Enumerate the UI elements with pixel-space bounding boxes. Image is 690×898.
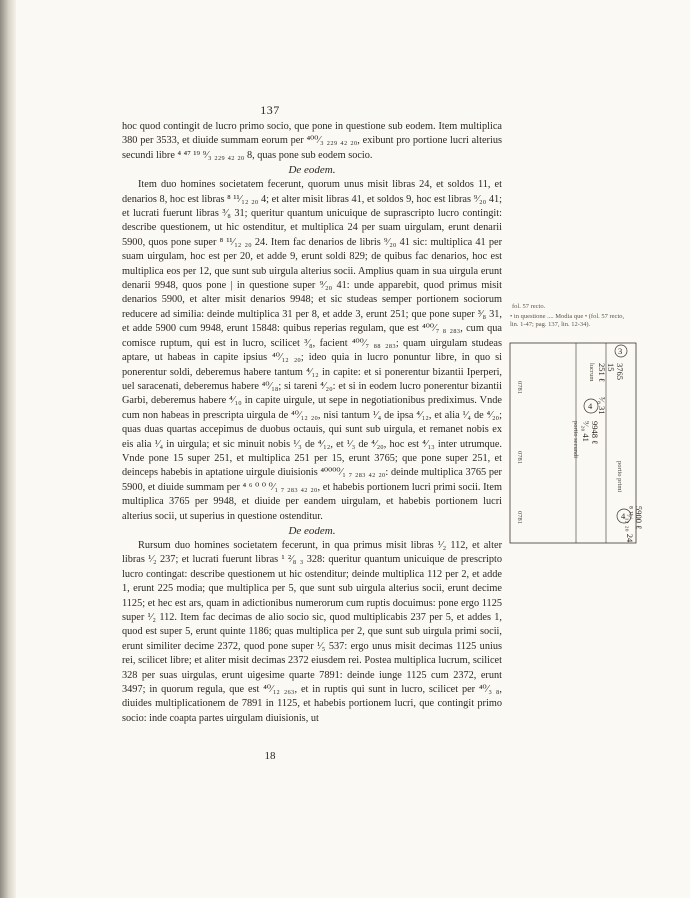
svg-text:⁹⁄₂₀ 41: ⁹⁄₂₀ 41 — [581, 421, 591, 442]
margin-note: • in questione .... Modia que • (fol. 57 recto, lin. 1-47; pag. 137, lin. 12-34). — [510, 313, 625, 328]
section-heading-1: De eodem. — [288, 164, 336, 177]
svg-text:lucrum: lucrum — [588, 363, 595, 382]
col-portio-secundi — [572, 421, 600, 458]
signature-mark: 18 — [264, 750, 276, 762]
svg-text:5900 ℓ: 5900 ℓ — [634, 506, 644, 530]
svg-text:9948 ℓ: 9948 ℓ — [590, 421, 600, 445]
paragraph-2: Item duo homines societatem fecerunt, quorum unus misit libras 24, et soldos 11, et denarios 8, hoc est libras ⁸ ¹¹⁄₁₂ ₂₀ 4; et alter misit libras 41, et soldos 9, hoc est libras ⁹⁄₂₀ 41; et lucrati fuerunt libras ³⁄₈ 31; queritur quantum unicuique de suprascripto lucro contingit: describe questionem, ut hic ostenditur, et multiplica 24 per suam uirgulam, erunt denarii 5900, quos pone super ⁸ ¹¹⁄₁₂ ₂₀ 24. Item fac denarios de libris ⁹⁄₂₀ 41 sic: multiplica 41 per suam uirgulam, hoc est per 20, et adde 9, erunt soldi 829; de quibus fac denarios, hoc est multiplica eos per 12, que sunt sub uirgula alterius socii. Amplius quam in sua uirgula erunt denarii 9948, quos pone | in questione super ⁹⁄₂₀ 41: unde apparebit, quod primus misit denarios 5900, et alter misit denarios 9948; et sic studeas semper portionem sociorum reducere ad similia: deinde multiplica 31 per 8, et adde 3, erunt 251; que pone super ³⁄₈ 31, et adde 5900 cum 9948, erunt 15848: quibus reperias regulam, que est ⁴⁰⁰⁄₇ ₈ ₂₈₃, cum qua comisce ruptum, qui est in lucro, scilicet ³⁄₈, facient ⁴⁰⁰⁄₇ ₈₈ ₂₈₃; quam uirgulam studeas aptare, ut habeas in capite ipsius ⁴⁰⁄₁₂ ₂₀; ideo quia in lucro ponuntur libre, in quo si ponerentur soldi, deberemus habere tantum ⁴⁄₁₂ in capite: et si ponerentur bizantii Iperperi, uel saracenati, deberemus habere ⁴⁰⁄₁₈; si tareni ⁴⁄₂₀: et si in eodem lucro ponerentur bizantii Garbi, deberemus habere ⁴⁄₁₀ in capite uirgule, ut sepe in negotiationibus prediximus. Vnde cum non habeas in prescripta uirgula de ⁴⁰⁄₁₂ ₂₀, nisi tantum ¹⁄₄ de ipsa ⁴⁄₁₂, et alia ¹⁄₄ de ⁴⁄₂₀; quas duas quartas accepimus de duobus octauis, qui sunt sub uirgula, et remanet nobis ex eis alia ¹⁄₄ in uirgula; et sic minuit nobis ¹⁄₃ de ⁴⁄₁₂, et ¹⁄₃ de ⁴⁄₂₀, hoc est ⁴⁄₁₃ inter utrumque. Vnde pone 15 super 251, et multiplica 251 per 15, erunt 3765; que pone super 251, et deinceps habebis in aptatione uirgule diuisionis ⁴⁰⁰⁰⁰⁄₁ ₇ ₂₈₃ ₄₂ ₂₀: deinde multiplica 3765 per 5900, et diuide summam per ⁴ ⁶ ⁰ ⁰ ⁰⁄₁ ₇ ₂₈₃ ₄₂ ₂₀, et habebis portionem lucri primi socii. Item multiplica 3765 per 9948, et diuide per eandem uirgulam, et habebis portionem lucri alterius socii, ut superius in questione ostenditur. — [122, 179, 502, 522]
col-lucrum — [588, 363, 625, 415]
svg-text:4: 4 — [621, 511, 626, 521]
svg-text:0781: 0781 — [516, 451, 523, 464]
side-number-2 — [516, 451, 523, 464]
page-edge-shadow — [0, 0, 16, 898]
svg-text:0781: 0781 — [516, 381, 523, 394]
svg-text:0781: 0781 — [516, 511, 523, 524]
side-number-1 — [516, 381, 523, 394]
col-portio-primi — [616, 461, 644, 543]
svg-text:251 ℓ: 251 ℓ — [597, 363, 607, 382]
margin-reference: fol. 57 recto. — [512, 303, 546, 310]
svg-text:3765: 3765 — [615, 363, 625, 380]
svg-text:4: 4 — [588, 401, 593, 411]
paragraph-3: Rursum duo homines societatem fecerunt, in qua primus misit libras ¹⁄₂ 112, et alter libras ¹⁄₂ 237; et lucrati fuerunt libras ¹ ²⁄₈ ₃ 328: queritur quantum unicuique de prescripto lucro contingat: describe questionem ut hic ostenditur; deinde multiplica 112 per 2, et adde 1, erunt 225 modia; que multiplica per 5, que sunt sub uirgula alterius socii, erunt decime 1125; et hec est ars, quam in adictionibus numerorum cum ruptis docuimus: pone ergo 1125 super ¹⁄₂ 112. Item fac decimas de alio socio sic, quod multiplicabis 237 per 5, et addes 1, quod est super 5, erunt quinte 1186; quas multiplica per 2, que sunt sub uirgula primi socii, erunt similiter decime 2372, quod pone super ¹⁄₅ 537: ergo unus misit decimas 1125 unius rei, scilicet libre; et aliter misit decimas 2372 eiusdem rei. Postea multiplica lucrum, scilicet 328 per suas uirgulas, erunt uigesime quarte 7891: deinde iunge 1125 cum 2372, erunt 3497; in quorum regula, que est ⁴⁰⁄₁₂ ₂₆₃, et in ruptis qui sunt in lucro, scilicet per ⁴⁰⁄₃ ₈, diuides multiplicationem de 7891 in 1125, et habebis portionem lucri, que contingit primo socio: inde coapta partes uirgulam diuisionis, ut — [122, 539, 502, 724]
text-column — [122, 120, 502, 726]
computation-diagram — [506, 341, 644, 546]
svg-text:portio secundi: portio secundi — [572, 421, 579, 459]
svg-text:15: 15 — [606, 363, 616, 372]
svg-text:³⁄₈ 31: ³⁄₈ 31 — [597, 397, 607, 415]
side-number-3 — [516, 511, 523, 524]
diagram-svg — [506, 341, 644, 546]
paragraph-1: hoc quod contingit de lucro primo socio, que pone in questione sub eodem. Item multiplica 380 per 3533, et diuide summam eorum per ⁴⁰⁰⁄₃ ₂₂₉ ₄₂ ₂₀, exibunt pro portione lucri alterius secundi libre ⁴ ⁴⁷ ¹⁹ ⁹⁄₃ ₂₂₉ ₄₂ ₂₀ 8, quas pone sub eodem socio. — [122, 121, 502, 161]
section-heading-2: De eodem. — [288, 524, 336, 537]
svg-text:3: 3 — [618, 346, 623, 356]
circle-2 — [584, 399, 598, 413]
circle-1 — [615, 345, 627, 357]
svg-text:portio primi: portio primi — [616, 461, 623, 493]
svg-text:⁸ ¹¹⁄₁₂ ₂₀ 24: ⁸ ¹¹⁄₁₂ ₂₀ 24 — [625, 506, 635, 543]
page-number: 137 — [260, 103, 280, 117]
